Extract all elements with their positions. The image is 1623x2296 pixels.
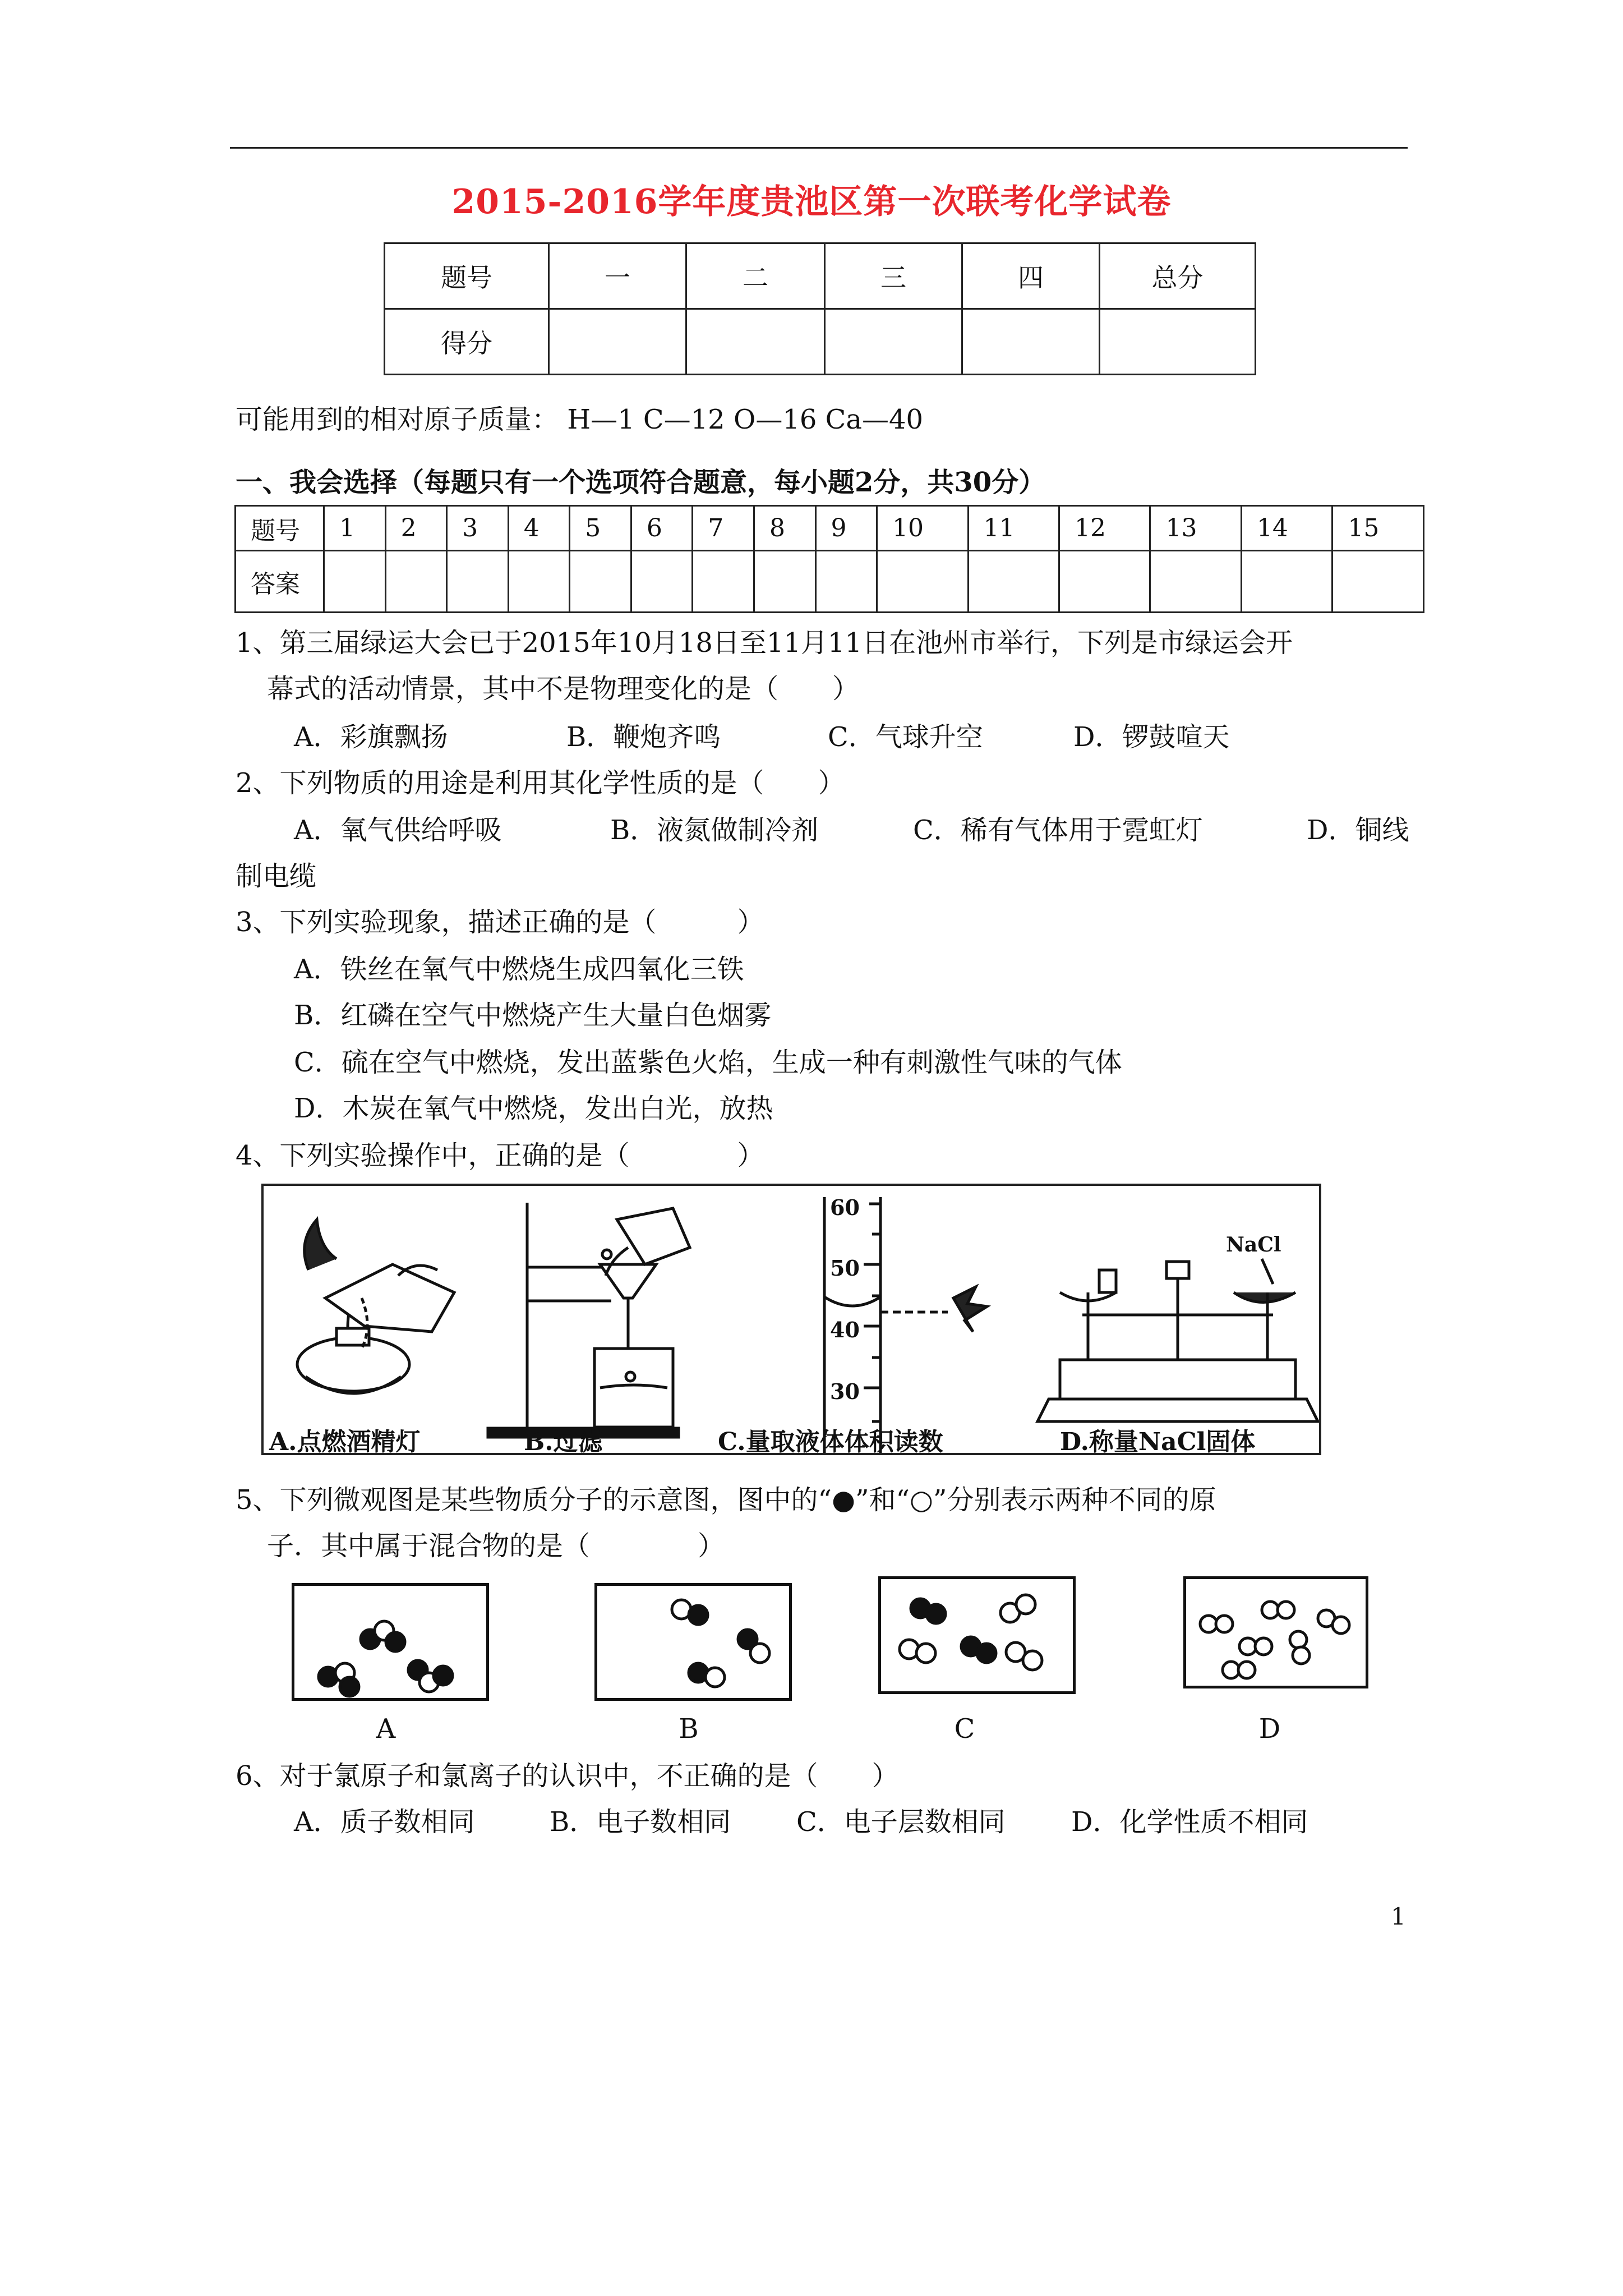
q6-option-a: A．质子数相同 xyxy=(294,1806,475,1838)
q6-option-d: D．化学性质不相同 xyxy=(1071,1806,1308,1838)
molecule-label-a: A xyxy=(376,1713,396,1745)
answer-cell[interactable] xyxy=(815,551,877,613)
answer-cell[interactable] xyxy=(385,551,447,613)
answer-cell[interactable] xyxy=(1332,551,1424,613)
q1-option-b: B．鞭炮齐鸣 xyxy=(566,721,721,753)
question-number-cell: 14 xyxy=(1241,506,1332,551)
answer-cell[interactable] xyxy=(1150,551,1241,613)
q4-caption-a: A.点燃酒精灯 xyxy=(269,1428,421,1456)
top-rule xyxy=(230,147,1408,149)
q1-option-d: D．锣鼓喧天 xyxy=(1073,721,1230,753)
answer-table-answer-row xyxy=(236,551,1424,613)
molecules-a xyxy=(294,1586,486,1698)
answer-cell[interactable] xyxy=(631,551,693,613)
q4-caption-b: B.过滤 xyxy=(524,1428,603,1456)
molecule-label-c: C xyxy=(954,1713,975,1745)
score-header-cell: 二 xyxy=(686,243,825,309)
score-cell[interactable] xyxy=(1100,309,1256,375)
molecules-d xyxy=(1186,1579,1366,1686)
score-header-cell: 三 xyxy=(825,243,962,309)
molecule-box-b xyxy=(594,1583,792,1701)
molecules-c xyxy=(881,1579,1073,1691)
filtration-illustration xyxy=(488,1203,690,1437)
alcohol-lamp-illustration xyxy=(297,1220,454,1393)
answer-cell[interactable] xyxy=(324,551,386,613)
tick-60: 60 xyxy=(830,1195,860,1220)
q6-option-b: B．电子数相同 xyxy=(550,1806,731,1838)
question-number-cell: 15 xyxy=(1332,506,1424,551)
molecule-box-c xyxy=(878,1576,1076,1694)
q6-stem: 6、对于氯原子和氯离子的认识中，不正确的是（ ） xyxy=(236,1760,899,1792)
q1-option-a: A．彩旗飘扬 xyxy=(294,721,448,753)
q2-option-d-continued: 制电缆 xyxy=(236,861,317,892)
section1-heading: 一、我会选择（每题只有一个选项符合题意，每小题2分，共30分） xyxy=(236,467,1046,498)
score-table-score-row xyxy=(385,309,1256,375)
q3-option-a: A．铁丝在氧气中燃烧生成四氧化三铁 xyxy=(294,954,744,985)
q2-option-d: D．铜线 xyxy=(1307,815,1409,846)
molecules-b xyxy=(597,1586,789,1698)
question-number-cell: 3 xyxy=(447,506,509,551)
score-cell[interactable] xyxy=(825,309,962,375)
question-number-cell: 12 xyxy=(1059,506,1150,551)
tick-50: 50 xyxy=(830,1255,860,1281)
answer-row-label: 答案 xyxy=(236,551,324,613)
score-row-label: 得分 xyxy=(385,309,549,375)
score-header-cell: 一 xyxy=(549,243,686,309)
answer-cell[interactable] xyxy=(447,551,509,613)
atomic-masses: 可能用到的相对原子质量： H—1 C—12 O—16 Ca—40 xyxy=(236,404,924,435)
q4-figure-drawings xyxy=(264,1186,1319,1453)
answer-table xyxy=(234,505,1424,613)
answer-cell[interactable] xyxy=(570,551,631,613)
q5-line1: 5、下列微观图是某些物质分子的示意图，图中的“●”和“○”分别表示两种不同的原 xyxy=(236,1484,1216,1516)
q2-stem: 2、下列物质的用途是利用其化学性质的是（ ） xyxy=(236,767,845,799)
q3-stem: 3、下列实验现象，描述正确的是（ ） xyxy=(236,907,764,938)
answer-cell[interactable] xyxy=(1059,551,1150,613)
q3-option-b: B．红磷在空气中燃烧产生大量白色烟雾 xyxy=(294,1000,772,1031)
score-cell[interactable] xyxy=(686,309,825,375)
score-header-cell: 总分 xyxy=(1100,243,1256,309)
q4-caption-c: C.量取液体体积读数 xyxy=(718,1428,943,1456)
q3-option-c: C．硫在空气中燃烧，发出蓝紫色火焰，生成一种有刺激性气味的气体 xyxy=(294,1047,1122,1078)
q4-figure xyxy=(261,1184,1321,1455)
answer-cell[interactable] xyxy=(754,551,815,613)
question-number-cell: 13 xyxy=(1150,506,1241,551)
question-number-cell: 4 xyxy=(508,506,570,551)
molecule-box-a xyxy=(292,1583,489,1701)
score-cell[interactable] xyxy=(962,309,1100,375)
q4-caption-d: D.称量NaCl固体 xyxy=(1060,1428,1256,1456)
nacl-label: NaCl xyxy=(1226,1233,1281,1257)
answer-table-number-row xyxy=(236,506,1424,551)
question-number-cell: 5 xyxy=(570,506,631,551)
question-number-cell: 9 xyxy=(815,506,877,551)
q6-option-c: C．电子层数相同 xyxy=(796,1806,1006,1838)
score-table-header-row xyxy=(385,243,1256,309)
q4-stem: 4、下列实验操作中，正确的是（ ） xyxy=(236,1140,764,1171)
answer-cell[interactable] xyxy=(508,551,570,613)
tick-40: 40 xyxy=(830,1317,860,1342)
question-number-cell: 2 xyxy=(385,506,447,551)
question-number-cell: 1 xyxy=(324,506,386,551)
tick-30: 30 xyxy=(830,1379,860,1404)
exam-title: 2015-2016学年度贵池区第一次联考化学试卷 xyxy=(451,182,1172,222)
question-number-cell: 8 xyxy=(754,506,815,551)
question-number-cell: 11 xyxy=(968,506,1059,551)
q1-line1: 1、第三届绿运大会已于2015年10月18日至11月11日在池州市举行，下列是市绿运会开 xyxy=(236,627,1293,659)
q1-option-c: C．气球升空 xyxy=(828,721,983,753)
question-number-cell: 6 xyxy=(631,506,693,551)
score-cell[interactable] xyxy=(549,309,686,375)
question-number-cell: 10 xyxy=(877,506,968,551)
q2-option-c: C．稀有气体用于霓虹灯 xyxy=(913,815,1203,846)
answer-header-label: 题号 xyxy=(236,506,324,551)
q5-line2: 子．其中属于混合物的是（ ） xyxy=(267,1530,725,1562)
molecule-label-b: B xyxy=(679,1713,699,1745)
answer-cell[interactable] xyxy=(693,551,754,613)
answer-cell[interactable] xyxy=(877,551,968,613)
score-header-cell: 四 xyxy=(962,243,1100,309)
molecule-label-d: D xyxy=(1258,1713,1281,1745)
q2-option-a: A．氧气供给呼吸 xyxy=(294,815,502,846)
balance-illustration xyxy=(1038,1259,1318,1421)
question-number-cell: 7 xyxy=(693,506,754,551)
q1-line2: 幕式的活动情景，其中不是物理变化的是（ ） xyxy=(267,673,860,705)
score-header-cell: 题号 xyxy=(385,243,549,309)
answer-cell[interactable] xyxy=(968,551,1059,613)
score-table xyxy=(384,242,1256,375)
page-number: 1 xyxy=(1391,1903,1406,1930)
molecule-box-d xyxy=(1183,1576,1368,1688)
q2-option-b: B．液氮做制冷剂 xyxy=(610,815,819,846)
q3-option-d: D．木炭在氧气中燃烧，发出白光，放热 xyxy=(294,1093,773,1124)
answer-cell[interactable] xyxy=(1241,551,1332,613)
